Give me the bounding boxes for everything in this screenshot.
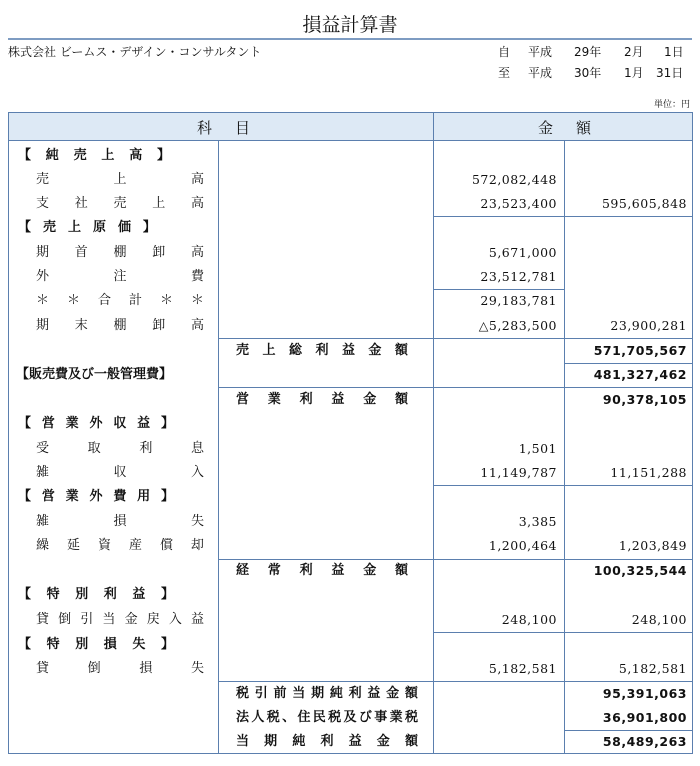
row-3-sub-amount: 23,523,400 [480, 196, 557, 211]
row-21-label-char-6: 】 [160, 637, 174, 652]
row-24-profit-char-5: 住 [297, 710, 311, 725]
row-4-label-char-3: 上 [67, 220, 81, 235]
row-22-label-char-2: 倒 [87, 661, 101, 676]
header-subject-char-1: 科 [197, 119, 213, 137]
row-25-profit-char-5: 益 [348, 734, 362, 749]
row-21-label-char-2: 特 [46, 637, 60, 652]
row-rule-2 [564, 216, 693, 217]
row-16-label-char-3: 失 [190, 514, 204, 529]
row-18-profit-label-char-2: 常 [267, 563, 281, 578]
period-to-year: 30年 [574, 66, 602, 80]
row-8-total-amount: 23,900,281 [610, 318, 687, 333]
row-24-profit-char-3: 税 [266, 710, 280, 725]
row-15-label-char-3: 業 [65, 489, 79, 504]
row-18-profit-label-char-1: 経 [236, 563, 250, 578]
row-24-profit-char-8: 及 [343, 710, 357, 725]
row-19-label-char-1: 【 [18, 587, 32, 602]
row-17-label-char-6: 却 [190, 538, 204, 553]
row-20-label [36, 612, 204, 628]
row-10-label: 【販売費及び一般管理費】 [16, 367, 173, 382]
row-15-label-char-4: 外 [89, 489, 103, 504]
period-to-month: 1月 [624, 66, 644, 80]
row-12-label-char-5: 収 [113, 416, 127, 431]
row-2-label-char-3: 高 [190, 172, 204, 187]
row-rule-5 [564, 338, 693, 339]
row-20-sub-amount: 248,100 [501, 612, 557, 627]
row-9-profit-label-char-5: 益 [341, 343, 355, 358]
row-23-profit-char-9: 金 [386, 686, 400, 701]
row-25-profit-label [236, 734, 418, 750]
row-13-label-char-4: 息 [190, 441, 204, 456]
header-amount [434, 113, 692, 141]
row-22-label-char-3: 損 [139, 661, 153, 676]
period-to-marker: 至 [498, 66, 511, 80]
row-12-label-char-7: 】 [160, 416, 174, 431]
row-24-profit-label [236, 710, 418, 726]
row-8-label-char-1: 期 [36, 318, 50, 333]
row-23-profit-char-2: 引 [254, 686, 268, 701]
row-14-sub-amount: 11,149,787 [480, 465, 557, 480]
row-7-label-char-3: 合 [97, 293, 111, 308]
row-13-label-char-2: 取 [87, 441, 101, 456]
row-20-label-char-5: 金 [124, 612, 138, 627]
row-15-label-char-1: 【 [18, 489, 32, 504]
row-9-profit-label-char-7: 額 [394, 343, 408, 358]
row-24-total-amount: 36,901,800 [602, 710, 687, 725]
row-25-profit-char-6: 金 [376, 734, 390, 749]
row-19-label-char-2: 特 [46, 587, 60, 602]
row-1-label-char-6: 】 [156, 148, 170, 163]
row-13-label [36, 441, 204, 457]
column-rule-3 [564, 140, 565, 754]
row-8-label-char-3: 棚 [113, 318, 127, 333]
title-rule [8, 38, 692, 40]
row-14-label-char-2: 収 [113, 465, 127, 480]
row-20-total-amount: 248,100 [631, 612, 687, 627]
row-25-profit-char-4: 利 [320, 734, 334, 749]
row-8-label-char-5: 高 [190, 318, 204, 333]
row-13-sub-amount: 1,501 [518, 441, 557, 456]
row-4-label-char-5: 価 [117, 220, 131, 235]
period-from-era: 平成 [528, 45, 553, 59]
row-3-total-amount: 595,605,848 [601, 196, 687, 211]
row-7-label-char-6: ＊ [190, 293, 204, 308]
period-from-marker: 自 [498, 45, 511, 59]
period-from-year: 29年 [574, 45, 602, 59]
row-1-label-char-1: 【 [18, 148, 32, 163]
company-name: 株式会社 ビームス・デザイン・コンサルタント [8, 45, 262, 59]
row-3-label-char-5: 高 [190, 196, 204, 211]
row-23-profit-char-3: 前 [273, 686, 287, 701]
row-11-total-amount: 90,378,105 [602, 392, 687, 407]
row-25-profit-char-3: 純 [292, 734, 306, 749]
row-20-label-char-1: 貸 [36, 612, 50, 627]
row-rule-9 [218, 387, 433, 388]
row-15-label-char-2: 営 [41, 489, 55, 504]
period-from-month: 2月 [624, 45, 644, 59]
row-24-profit-char-1: 法 [236, 710, 250, 725]
row-rule-14 [433, 559, 564, 560]
row-21-label [18, 637, 174, 653]
row-5-label-char-3: 棚 [113, 245, 127, 260]
row-1-label-char-2: 純 [45, 148, 59, 163]
row-3-label-char-1: 支 [36, 196, 50, 211]
header-amount-char-1: 金 [538, 119, 554, 137]
row-18-total-amount: 100,325,544 [593, 563, 687, 578]
row-8-label-char-4: 卸 [152, 318, 166, 333]
row-22-label-char-4: 失 [190, 661, 204, 676]
row-20-label-char-6: 戻 [146, 612, 160, 627]
row-23-profit-char-7: 利 [348, 686, 362, 701]
row-7-sub-amount: 29,183,781 [480, 293, 557, 308]
row-19-label-char-3: 別 [75, 587, 89, 602]
row-18-profit-label-char-6: 額 [394, 563, 408, 578]
row-23-total-amount: 95,391,063 [602, 686, 687, 701]
row-13-label-char-3: 利 [139, 441, 153, 456]
row-17-sub-amount: 1,200,464 [488, 538, 557, 553]
row-23-profit-char-8: 益 [367, 686, 381, 701]
row-rule-18 [218, 681, 433, 682]
row-rule-8 [433, 387, 564, 388]
header-subject-char-2: 目 [235, 119, 251, 137]
row-25-profit-char-1: 当 [236, 734, 250, 749]
row-12-label-char-1: 【 [18, 416, 32, 431]
row-3-label [36, 196, 204, 212]
row-7-label-char-5: ＊ [159, 293, 173, 308]
column-rule-1 [218, 140, 219, 754]
row-15-label [18, 489, 174, 505]
row-11-profit-label-char-2: 業 [267, 392, 281, 407]
row-6-label-char-2: 注 [113, 269, 127, 284]
row-25-total-amount: 58,489,263 [602, 734, 687, 749]
row-12-label-char-3: 業 [65, 416, 79, 431]
row-4-label [18, 220, 156, 236]
row-11-profit-label-char-4: 益 [331, 392, 345, 407]
row-17-label-char-4: 産 [128, 538, 142, 553]
row-3-label-char-2: 社 [74, 196, 88, 211]
row-22-label-char-1: 貸 [36, 661, 50, 676]
row-rule-20 [564, 681, 693, 682]
row-20-label-char-7: 入 [168, 612, 182, 627]
row-13-label-char-1: 受 [36, 441, 50, 456]
row-9-profit-label-char-2: 上 [262, 343, 276, 358]
row-8-label [36, 318, 204, 334]
row-11-profit-label-char-6: 額 [394, 392, 408, 407]
row-1-label-char-3: 売 [73, 148, 87, 163]
row-4-label-char-6: 】 [142, 220, 156, 235]
row-rule-4 [433, 338, 564, 339]
row-21-label-char-1: 【 [18, 637, 32, 652]
row-18-profit-label-char-3: 利 [299, 563, 313, 578]
header-subject [9, 113, 433, 141]
row-7-label-char-4: 計 [128, 293, 142, 308]
period-to-era: 平成 [528, 66, 553, 80]
period-from-day: 1日 [664, 45, 684, 59]
row-20-label-char-3: 引 [80, 612, 94, 627]
row-12-label-char-2: 営 [41, 416, 55, 431]
row-24-profit-char-12: 税 [404, 710, 418, 725]
row-1-label [18, 148, 170, 164]
row-24-profit-char-9: び [358, 710, 372, 725]
row-rule-6 [218, 338, 433, 339]
row-11-profit-label-char-3: 利 [299, 392, 313, 407]
row-4-label-char-4: 原 [92, 220, 106, 235]
row-4-label-char-2: 売 [42, 220, 56, 235]
row-20-label-char-4: 当 [102, 612, 116, 627]
row-6-label-char-1: 外 [36, 269, 50, 284]
row-24-profit-char-10: 事 [374, 710, 388, 725]
row-14-label-char-3: 入 [190, 465, 204, 480]
row-3-label-char-3: 売 [113, 196, 127, 211]
row-17-label-char-2: 延 [66, 538, 80, 553]
row-9-profit-label-char-3: 総 [288, 343, 302, 358]
row-12-label-char-6: 益 [137, 416, 151, 431]
row-rule-19 [433, 681, 564, 682]
row-1-label-char-4: 上 [101, 148, 115, 163]
row-15-label-char-6: 用 [137, 489, 151, 504]
row-9-total-amount: 571,705,567 [593, 343, 687, 358]
row-16-label-char-1: 雑 [36, 514, 50, 529]
row-19-label-char-6: 】 [160, 587, 174, 602]
period-to-day: 31日 [656, 66, 684, 80]
row-25-profit-char-7: 額 [404, 734, 418, 749]
row-17-label-char-1: 繰 [36, 538, 50, 553]
row-rule-17 [564, 632, 693, 633]
row-23-profit-char-5: 期 [311, 686, 325, 701]
row-9-profit-label [236, 343, 408, 359]
row-23-profit-char-4: 当 [292, 686, 306, 701]
row-5-label-char-4: 卸 [152, 245, 166, 260]
row-23-profit-char-6: 純 [329, 686, 343, 701]
row-20-label-char-2: 倒 [58, 612, 72, 627]
row-15-label-char-7: 】 [160, 489, 174, 504]
row-21-label-char-5: 失 [132, 637, 146, 652]
row-18-profit-label [236, 563, 408, 579]
row-8-sub-amount: △5,283,500 [478, 318, 557, 333]
unit-note: 単位：円 [653, 100, 690, 110]
row-7-label-char-1: ＊ [36, 293, 50, 308]
row-12-label-char-4: 外 [89, 416, 103, 431]
row-19-label-char-5: 益 [132, 587, 146, 602]
row-18-profit-label-char-4: 益 [331, 563, 345, 578]
row-11-profit-label [236, 392, 408, 408]
row-12-label [18, 416, 174, 432]
row-16-label [36, 514, 204, 530]
row-20-label-char-8: 益 [190, 612, 204, 627]
row-21-label-char-4: 損 [103, 637, 117, 652]
row-4-label-char-1: 【 [18, 220, 32, 235]
row-5-label-char-5: 高 [190, 245, 204, 260]
row-7-label [36, 293, 204, 309]
row-17-label-char-5: 償 [159, 538, 173, 553]
row-6-sub-amount: 23,512,781 [480, 269, 557, 284]
row-1-label-char-5: 高 [129, 148, 143, 163]
row-16-label-char-2: 損 [113, 514, 127, 529]
row-6-label-char-3: 費 [190, 269, 204, 284]
row-24-profit-char-2: 人 [251, 710, 265, 725]
row-rule-11 [433, 485, 564, 486]
row-rule-15 [564, 559, 693, 560]
row-23-profit-char-10: 額 [404, 686, 418, 701]
row-rule-21 [564, 730, 693, 731]
row-5-label-char-2: 首 [74, 245, 88, 260]
row-rule-12 [564, 485, 693, 486]
row-6-label [36, 269, 204, 285]
row-2-label-char-1: 売 [36, 172, 50, 187]
row-19-label-char-4: 利 [103, 587, 117, 602]
row-2-label [36, 172, 204, 188]
row-rule-1 [433, 216, 564, 217]
row-21-label-char-3: 別 [75, 637, 89, 652]
row-24-profit-char-4: 、 [282, 710, 296, 725]
document-title: 損益計算書 [302, 14, 398, 36]
row-24-profit-char-7: 税 [328, 710, 342, 725]
row-3-label-char-4: 上 [152, 196, 166, 211]
row-23-profit-char-1: 税 [236, 686, 250, 701]
row-10-total-amount: 481,327,462 [593, 367, 687, 382]
row-14-label-char-1: 雑 [36, 465, 50, 480]
row-22-sub-amount: 5,182,581 [488, 661, 557, 676]
row-17-label-char-3: 資 [97, 538, 111, 553]
row-24-profit-char-6: 民 [312, 710, 326, 725]
row-17-label [36, 538, 204, 554]
row-9-profit-label-char-6: 金 [368, 343, 382, 358]
row-25-profit-char-2: 期 [264, 734, 278, 749]
row-8-label-char-2: 末 [74, 318, 88, 333]
column-rule-2 [433, 113, 434, 754]
row-11-profit-label-char-5: 金 [363, 392, 377, 407]
header-amount-char-2: 額 [576, 119, 592, 137]
row-rule-13 [218, 559, 433, 560]
row-18-profit-label-char-5: 金 [363, 563, 377, 578]
row-11-profit-label-char-1: 営 [236, 392, 250, 407]
row-14-total-amount: 11,151,288 [610, 465, 687, 480]
row-19-label [18, 587, 174, 603]
row-2-sub-amount: 572,082,448 [471, 172, 557, 187]
row-5-label-char-1: 期 [36, 245, 50, 260]
row-17-total-amount: 1,203,849 [618, 538, 687, 553]
row-16-sub-amount: 3,385 [518, 514, 557, 529]
row-14-label [36, 465, 204, 481]
row-rule-7 [564, 363, 693, 364]
row-2-label-char-2: 上 [113, 172, 127, 187]
row-7-label-char-2: ＊ [66, 293, 80, 308]
row-9-profit-label-char-4: 利 [315, 343, 329, 358]
row-5-sub-amount: 5,671,000 [488, 245, 557, 260]
row-23-profit-label [236, 686, 418, 702]
row-rule-10 [564, 387, 693, 388]
row-9-profit-label-char-1: 売 [236, 343, 250, 358]
row-22-total-amount: 5,182,581 [618, 661, 687, 676]
row-24-profit-char-11: 業 [389, 710, 403, 725]
row-15-label-char-5: 費 [113, 489, 127, 504]
row-rule-16 [433, 632, 564, 633]
row-rule-3 [433, 289, 564, 290]
row-22-label [36, 661, 204, 677]
row-5-label [36, 245, 204, 261]
